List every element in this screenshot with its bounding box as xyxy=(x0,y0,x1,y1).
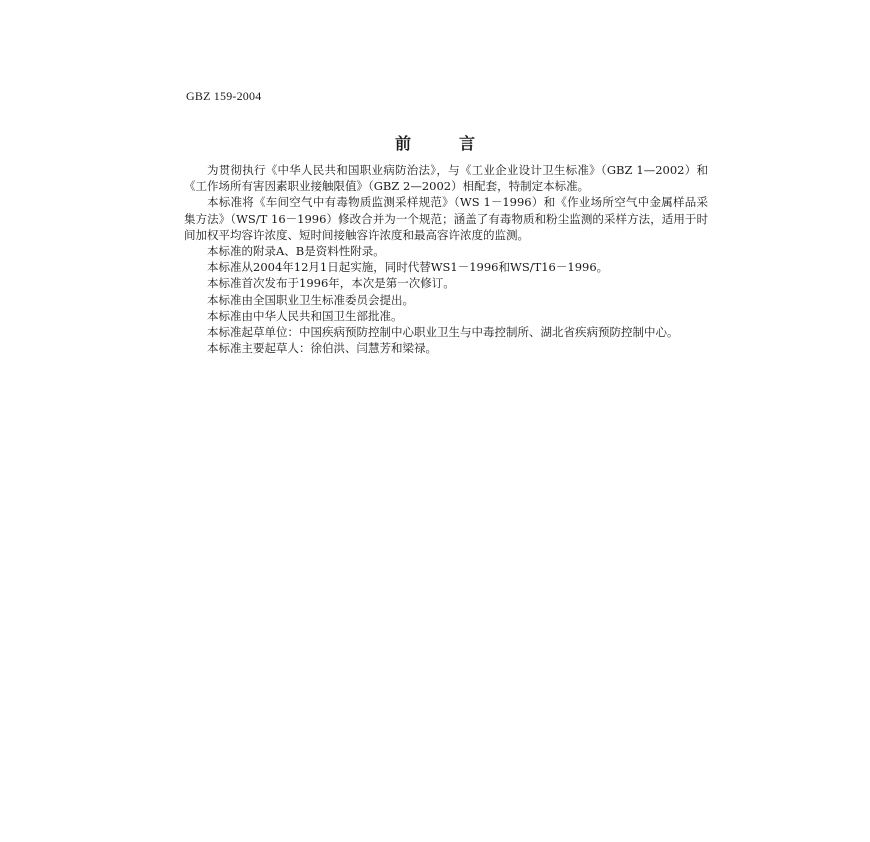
paragraph-appendix: 本标准的附录A、B是资料性附录。 xyxy=(207,244,385,259)
paragraph-first-published: 本标准首次发布于1996年，本次是第一次修订。 xyxy=(207,276,455,291)
foreword-body xyxy=(184,162,708,356)
document-code: GBZ 159-2004 xyxy=(186,89,262,103)
paragraph-drafting-units: 本标准起草单位：中国疾病预防控制中心职业卫生与中毒控制所、湖北省疾病预防控制中心。 xyxy=(207,325,679,340)
title-char-2: 言 xyxy=(459,134,476,153)
title-char-1: 前 xyxy=(394,134,411,153)
paragraph-scope: 本标准将《车间空气中有毒物质监测采样规范》（WS 1－1996）和《作业场所空气中金属样品采集方法》（WS/T 16－1996）修改合并为一个规范；涵盖了有毒物质和粉尘监测的采样方法，适用于时间加权平均容许浓度、短时间接触容许浓度和最高容许浓度的监测。 xyxy=(184,195,708,242)
paragraph-proposed-by: 本标准由全国职业卫生标准委员会提出。 xyxy=(207,292,414,307)
paragraph-effective-date: 本标准从2004年12月1日起实施，同时代替WS1－1996和WS/T16－1996。 xyxy=(207,260,609,275)
paragraph-purpose: 为贯彻执行《中华人民共和国职业病防治法》，与《工业企业设计卫生标准》（GBZ 1—2002）和《工作场所有害因素职业接触限值》（GBZ 2—2002）相配套，特制定本标准。 xyxy=(184,163,708,194)
paragraph-drafters: 本标准主要起草人：徐伯洪、闫慧芳和梁禄。 xyxy=(207,341,437,356)
paragraph-approved-by: 本标准由中华人民共和国卫生部批准。 xyxy=(207,308,403,323)
section-title xyxy=(0,131,870,154)
